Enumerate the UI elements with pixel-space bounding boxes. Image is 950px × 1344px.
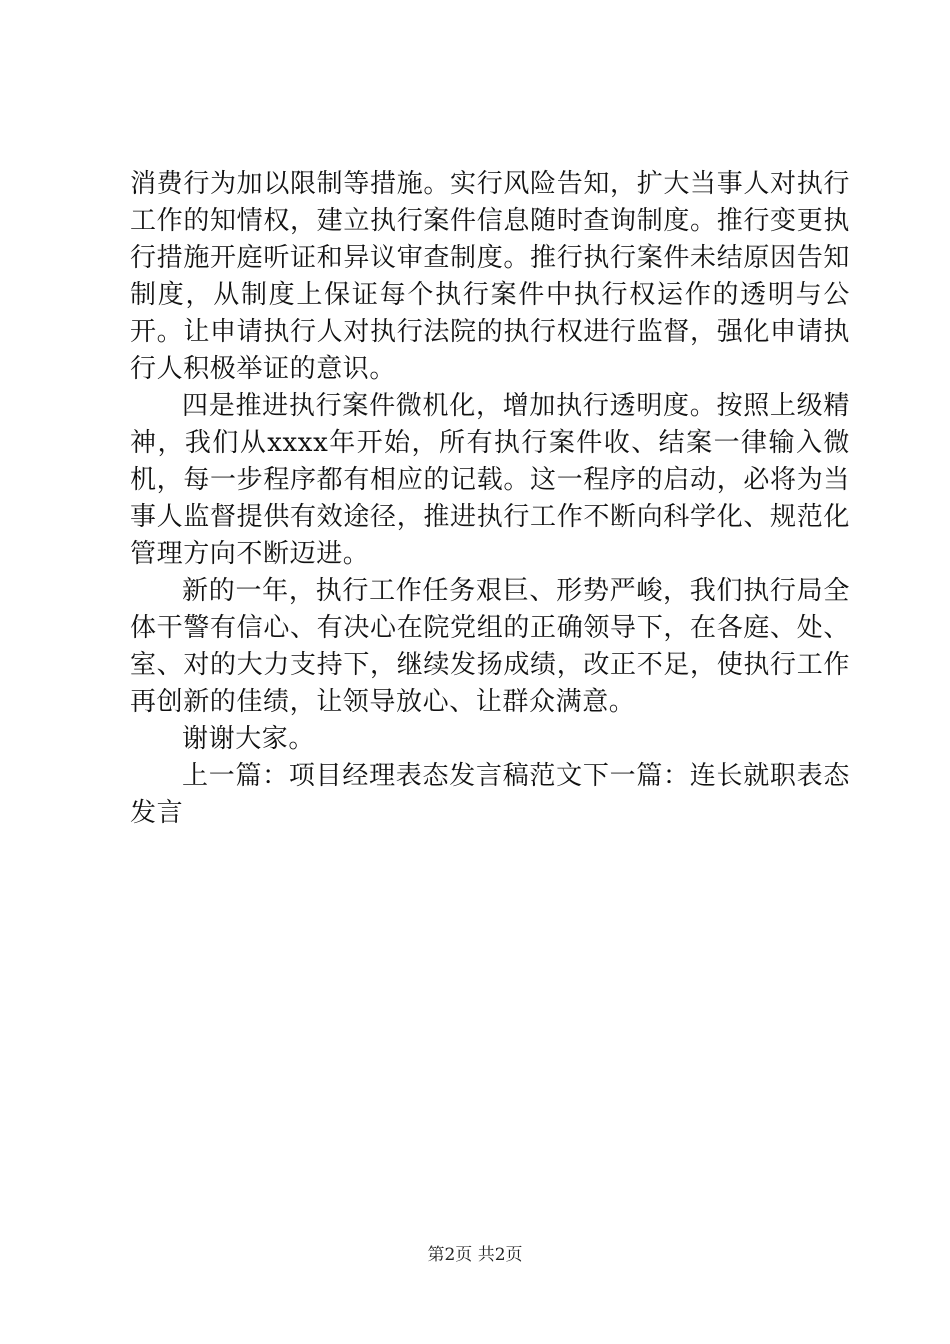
paragraph-continued: 消费行为加以限制等措施。实行风险告知，扩大当事人对执行工作的知情权，建立执行案件信息随时查询制度。推行变更执行措施开庭听证和异议审查制度。推行执行案件未结原因告知制度，从制度上保证每个执行案件中执行权运作的透明与公开。让申请执行人对执行法院的执行权进行监督，强化申请执行人积极举证的意识。: [130, 169, 850, 384]
prev-next-links[interactable]: 上一篇：项目经理表态发言稿范文下一篇：连长就职表态发言: [130, 761, 850, 828]
paragraph-thanks: 谢谢大家。: [182, 724, 316, 754]
document-body: [130, 166, 850, 832]
paragraph-new-year: 新的一年，执行工作任务艰巨、形势严峻，我们执行局全体干警有信心、有决心在院党组的正确领导下，在各庭、处、室、对的大力支持下，继续发扬成绩，改正不足，使执行工作再创新的佳绩，让领导放心、让群众满意。: [130, 576, 850, 717]
page-footer: 第2页 共2页: [427, 1245, 523, 1265]
paragraph-point-four: 四是推进执行案件微机化，增加执行透明度。按照上级精神，我们从xxxx年开始，所有执行案件收、结案一律输入微机，每一步程序都有相应的记载。这一程序的启动，必将为当事人监督提供有效途径，推进执行工作不断向科学化、规范化管理方向不断迈进。: [130, 391, 850, 569]
